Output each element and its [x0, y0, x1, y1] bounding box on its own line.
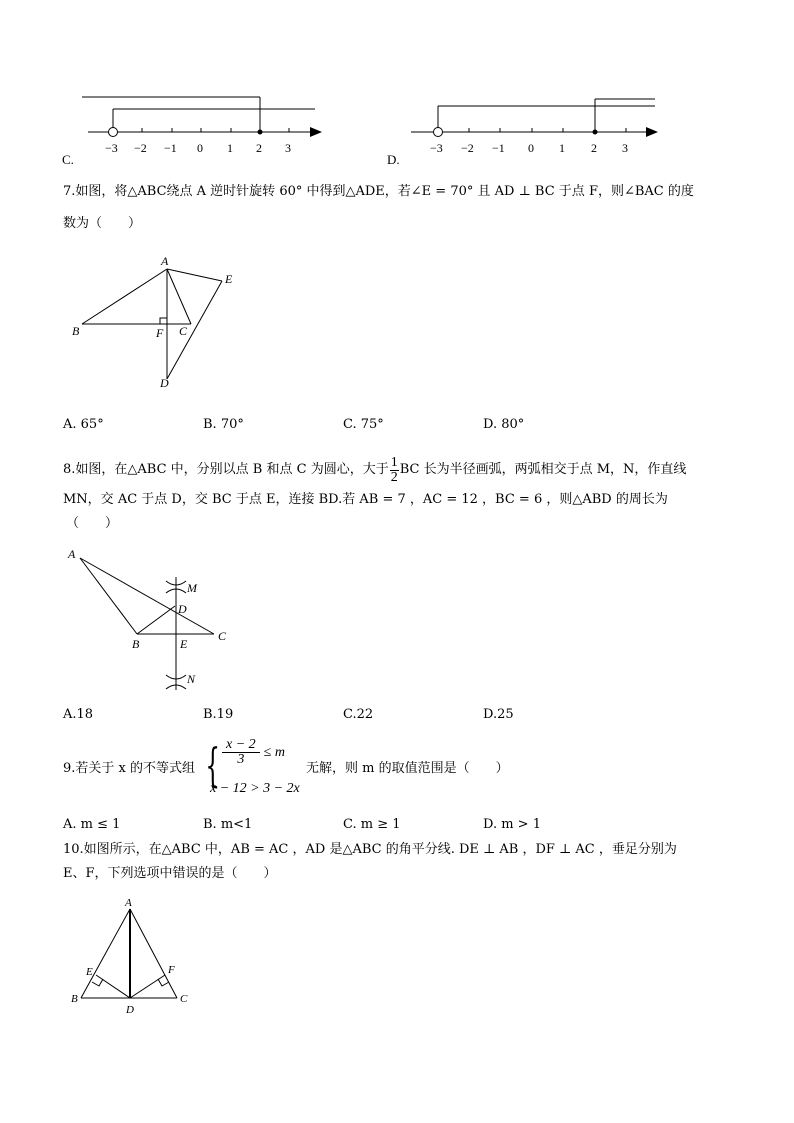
- tick-label: −3: [105, 141, 118, 155]
- tick-label: 0: [197, 141, 203, 155]
- tick-label: 2: [591, 141, 597, 155]
- q8-label-D: D: [178, 602, 187, 616]
- number-line-c: [60, 90, 340, 170]
- q10-label-D: D: [126, 1004, 134, 1016]
- q9-option-c: C. m ≥ 1: [343, 817, 401, 832]
- q8-label-B: B: [132, 637, 140, 651]
- q8-text-line2: MN，交 AC 于点 D，交 BC 于点 E，连接 BD.若 AB = 7 ，AC = 12 ，BC = 6 ，则△ABD 的周长为: [63, 492, 668, 507]
- tick-label: −2: [461, 141, 474, 155]
- q8-label-N: N: [187, 672, 196, 686]
- q10-text-line2: E、F，下列选项中错误的是（ ）: [63, 866, 277, 881]
- q7-figure: [60, 255, 260, 395]
- q9-brace: {: [205, 738, 220, 792]
- q10-label-F: F: [168, 964, 175, 976]
- number-line-c-figure: [60, 90, 340, 170]
- q8-label-E: E: [180, 637, 188, 651]
- q7-label-A: A: [161, 254, 169, 268]
- q8-fraction-num: 1: [390, 454, 398, 470]
- q10-label-E: E: [86, 966, 93, 978]
- q9-ineq1-num: x − 2: [222, 738, 260, 753]
- option-label: C.: [62, 152, 74, 167]
- q8-text-line1: [63, 452, 686, 488]
- q7-text-line2: 数为（ ）: [63, 216, 142, 231]
- q8-option-c: C.22: [343, 707, 374, 722]
- q8-text-line1-a: 8.如图，在△ABC 中，分别以点 B 和点 C 为圆心，大于: [63, 462, 389, 477]
- q8-label-C: C: [218, 629, 227, 643]
- tick-label: 2: [256, 141, 262, 155]
- q9-ineq1-den: 3: [237, 752, 245, 767]
- q10-text-line1: 10.如图所示，在△ABC 中，AB = AC ，AD 是△ABC 的角平分线. DE ⊥ AB ，DF ⊥ AC ，垂足分别为: [63, 842, 677, 857]
- q7-option-d: D. 80°: [483, 417, 525, 432]
- q9-text-b: 无解，则 m 的取值范围是（ ）: [306, 761, 509, 776]
- q9-option-d: D. m > 1: [483, 817, 541, 832]
- q10-label-C: C: [180, 993, 188, 1005]
- q8-option-a: A.18: [63, 707, 94, 722]
- tick-label: 1: [227, 141, 233, 155]
- q9-text-a: 9.若关于 x 的不等式组: [63, 761, 195, 776]
- q9-inequality-1: [222, 738, 285, 767]
- q8-fraction-den: 2: [390, 469, 398, 485]
- q9-option-a: A. m ≤ 1: [63, 817, 121, 832]
- q7-option-b: B. 70°: [203, 417, 244, 432]
- q8-label-M: M: [187, 581, 197, 595]
- tick-label: 3: [622, 141, 628, 155]
- number-line-d-figure: [385, 90, 675, 170]
- q9-ineq1-fraction: [222, 738, 260, 767]
- q7-label-F: F: [156, 326, 164, 340]
- q10-label-A: A: [125, 897, 132, 909]
- q7-label-D: D: [160, 376, 169, 390]
- tick-label: −3: [430, 141, 443, 155]
- q7-text-line1: 7.如图，将△ABC绕点 A 逆时针旋转 60° 中得到△ADE，若∠E = 70° 且 AD ⊥ BC 于点 F，则∠BAC 的度: [63, 184, 694, 199]
- tick-label: 1: [559, 141, 565, 155]
- q10-label-B: B: [71, 993, 78, 1005]
- q7-label-B: B: [72, 324, 80, 338]
- q8-figure: [62, 545, 242, 695]
- q8-fraction: [390, 456, 399, 485]
- q7-label-C: C: [179, 324, 188, 338]
- tick-label: 0: [528, 141, 534, 155]
- tick-label: 3: [285, 141, 291, 155]
- q9-option-b: B. m<1: [203, 817, 253, 832]
- number-line-d: [385, 90, 675, 170]
- q8-label-A: A: [68, 547, 76, 561]
- tick-label: −2: [134, 141, 147, 155]
- option-label: D.: [387, 152, 400, 167]
- tick-label: −1: [492, 141, 505, 155]
- q8-option-d: D.25: [483, 707, 514, 722]
- q8-text-line3: （ ）: [66, 516, 119, 531]
- q8-option-b: B.19: [203, 707, 234, 722]
- q10-figure: [64, 895, 204, 1025]
- tick-label: −1: [164, 141, 177, 155]
- q7-option-c: C. 75°: [343, 417, 384, 432]
- q7-option-a: A. 65°: [63, 417, 104, 432]
- q9-inequality-2: x − 12 > 3 − 2x: [210, 781, 300, 796]
- q9-ineq1-rhs: ≤ m: [263, 744, 285, 760]
- q8-text-line1-b: BC 长为半径画弧，两弧相交于点 M，N，作直线: [399, 462, 687, 477]
- q7-label-E: E: [225, 272, 233, 286]
